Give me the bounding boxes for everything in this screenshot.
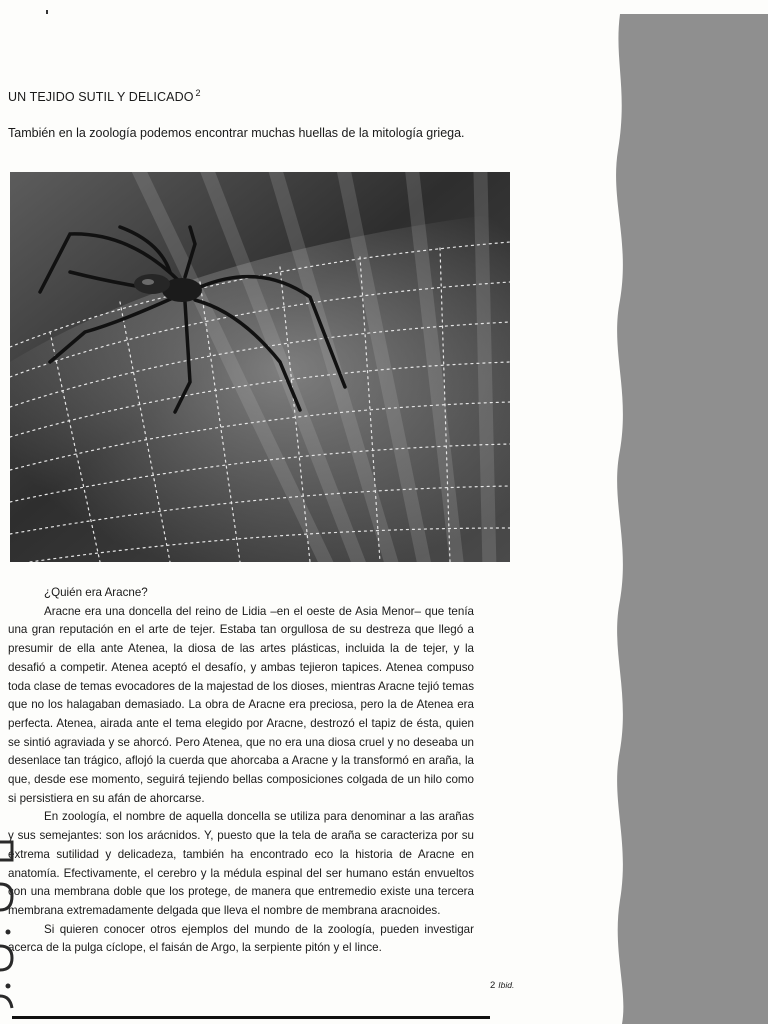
footnote-text: Ibid. xyxy=(498,980,515,990)
footnote xyxy=(490,980,514,991)
footnote-number: 2 xyxy=(490,980,496,991)
spider-web-illustration xyxy=(10,172,510,562)
bottom-rule xyxy=(12,1016,490,1019)
section-heading-text: UN TEJIDO SUTIL Y DELICADO xyxy=(8,90,194,105)
scan-speck xyxy=(46,10,48,14)
paragraph-examples: Si quieren conocer otros ejemplos del mundo de la zoología, pueden investigar acerca de la pulga cíclope, el faisán de Argo, la serpiente pitón y el lince. xyxy=(8,922,474,955)
paragraph-aracne-story: Aracne era una doncella del reino de Lidia –en el oeste de Asia Menor– que tenía una gran reputación en el arte de tejer. Estaba tan orgullosa de su destreza que llegó a presumir de ella ante Atenea, la diosa de las artes plásticas, incluida la de tejer, y la desafió a competir. Atenea aceptó el desafío, y ambas tejieron tapices. Atenea compuso toda clase de temas evocadores de la majestad de los dioses, mientras Aracne tejió temas que no los halagaban demasiado. La obra de Aracne era preciosa, pero la de Atenea era perfecta. Atenea, airada ante el tema elegido por Aracne, destrozó el tapiz de ésta, quien se sintió agraviada y se ahorcó. Pero Atenea, que no era una diosa cruel y no deseaba un desenlace tan trágico, aflojó la cuerda que ahorcaba a Aracne y la transformó en araña, la que, desde ese momento, seguirá tejiendo bellas composiciones colgada de un hilo como si persistiera en su afán de ahorcarse. xyxy=(8,604,474,805)
heading-footnote-ref: 2 xyxy=(195,88,201,98)
scanner-edge-strip xyxy=(600,0,768,1024)
article-body xyxy=(8,584,474,958)
section-heading xyxy=(8,88,201,104)
margin-stamp-fragment xyxy=(0,840,14,1010)
spider-web-photo xyxy=(10,172,510,562)
paragraph-zoology: En zoología, el nombre de aquella doncella se utiliza para denominar a las arañas y sus semejantes: son los arácnidos. Y, puesto que la tela de araña se caracteriza por su extrema sutilidad y delicadeza, también ha encontrado eco la historia de Aracne en anatomía. Efectivamente, el cerebro y la médula espinal del ser humano están envueltos con una membrana doble que los protege, de manera que entremedio existe una tercera membrana extremadamente delgada que lleva el nombre de membrana aracnoides. xyxy=(8,810,474,917)
intro-paragraph: También en la zoología podemos encontrar muchas huellas de la mitología griega. xyxy=(8,126,465,140)
question-line: ¿Quién era Aracne? xyxy=(44,586,148,599)
